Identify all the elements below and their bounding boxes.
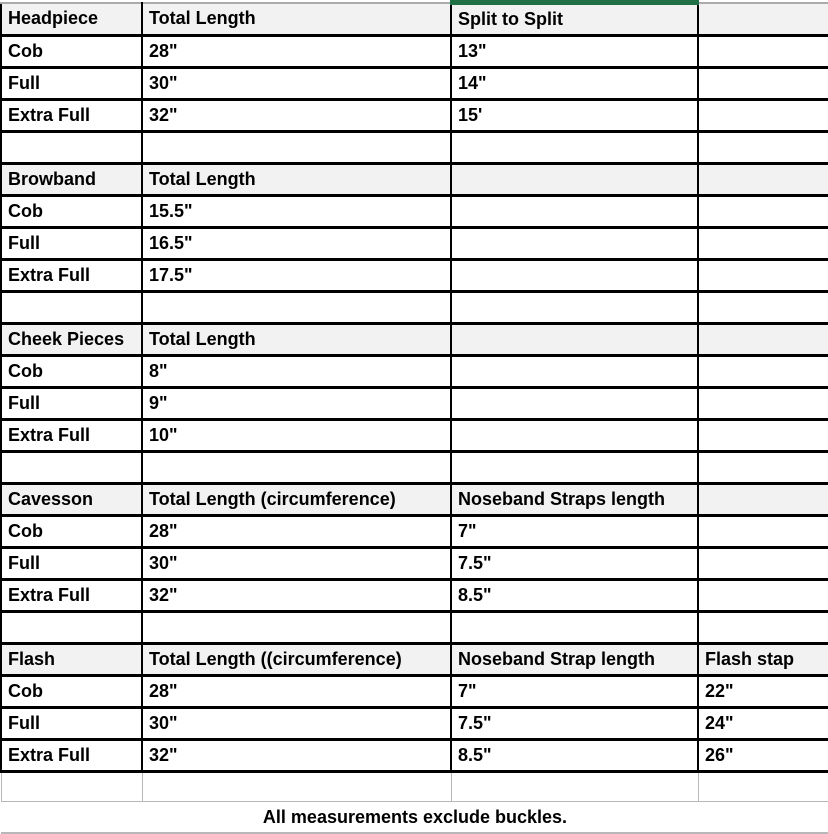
empty-cell[interactable] bbox=[698, 292, 828, 324]
empty-cell[interactable] bbox=[698, 420, 828, 452]
empty-cell[interactable] bbox=[142, 612, 451, 644]
table-row bbox=[1, 740, 828, 772]
measurement-cell[interactable]: 9" bbox=[142, 388, 451, 420]
empty-cell[interactable] bbox=[451, 612, 698, 644]
empty-cell[interactable] bbox=[451, 132, 698, 164]
measurement-cell[interactable]: 16.5" bbox=[142, 228, 451, 260]
measurement-cell[interactable]: 8.5" bbox=[451, 580, 698, 612]
size-label-cell[interactable]: Cob bbox=[1, 36, 142, 68]
table-row bbox=[1, 388, 828, 420]
empty-cell[interactable] bbox=[451, 324, 698, 356]
measurement-cell[interactable]: 10" bbox=[142, 420, 451, 452]
measurement-cell[interactable]: 7" bbox=[451, 676, 698, 708]
size-label-cell[interactable]: Full bbox=[1, 388, 142, 420]
measurement-cell[interactable]: 26" bbox=[698, 740, 828, 772]
measurement-cell[interactable]: 22" bbox=[698, 676, 828, 708]
empty-cell[interactable] bbox=[1, 452, 142, 484]
empty-cell[interactable] bbox=[451, 292, 698, 324]
spacer-row bbox=[1, 772, 828, 802]
measurement-cell[interactable]: 15.5" bbox=[142, 196, 451, 228]
empty-cell[interactable] bbox=[698, 3, 828, 36]
size-label-cell[interactable]: Cob bbox=[1, 676, 142, 708]
size-label-cell[interactable]: Full bbox=[1, 548, 142, 580]
table-row bbox=[1, 580, 828, 612]
header-cell[interactable]: Total Length bbox=[142, 3, 451, 36]
spacer-row bbox=[1, 292, 828, 324]
size-label-cell[interactable]: Cob bbox=[1, 516, 142, 548]
empty-cell[interactable] bbox=[698, 356, 828, 388]
measurement-cell[interactable]: 24" bbox=[698, 708, 828, 740]
empty-cell[interactable] bbox=[1, 132, 142, 164]
empty-cell[interactable] bbox=[698, 196, 828, 228]
empty-cell[interactable] bbox=[1, 772, 142, 802]
table-row bbox=[1, 548, 828, 580]
size-label-cell[interactable]: Extra Full bbox=[1, 100, 142, 132]
measurement-cell[interactable]: 32" bbox=[142, 100, 451, 132]
header-cell[interactable]: Browband bbox=[1, 164, 142, 196]
empty-cell[interactable] bbox=[698, 324, 828, 356]
empty-cell[interactable] bbox=[451, 228, 698, 260]
size-label-cell[interactable]: Extra Full bbox=[1, 420, 142, 452]
header-cell[interactable]: Flash bbox=[1, 644, 142, 676]
header-cell[interactable]: Cheek Pieces bbox=[1, 324, 142, 356]
spacer-row bbox=[1, 612, 828, 644]
empty-cell[interactable] bbox=[698, 164, 828, 196]
size-label-cell[interactable]: Full bbox=[1, 68, 142, 100]
table-row bbox=[1, 100, 828, 132]
empty-cell[interactable] bbox=[698, 388, 828, 420]
table-row bbox=[1, 260, 828, 292]
size-label-cell[interactable]: Full bbox=[1, 228, 142, 260]
header-cell[interactable]: Headpiece bbox=[1, 3, 142, 36]
empty-cell[interactable] bbox=[142, 292, 451, 324]
measurement-cell[interactable]: 7.5" bbox=[451, 548, 698, 580]
browband-header-row bbox=[1, 164, 828, 196]
empty-cell[interactable] bbox=[451, 196, 698, 228]
empty-cell[interactable] bbox=[698, 516, 828, 548]
empty-cell[interactable] bbox=[451, 388, 698, 420]
measurement-cell[interactable]: 30" bbox=[142, 548, 451, 580]
measurement-cell[interactable]: 32" bbox=[142, 580, 451, 612]
empty-cell[interactable] bbox=[698, 580, 828, 612]
table-row bbox=[1, 196, 828, 228]
empty-cell[interactable] bbox=[451, 164, 698, 196]
empty-cell[interactable] bbox=[698, 612, 828, 644]
measurement-cell[interactable]: 28" bbox=[142, 516, 451, 548]
spacer-row bbox=[1, 452, 828, 484]
header-cell[interactable]: Flash stap bbox=[698, 644, 828, 676]
measurement-cell[interactable]: 8.5" bbox=[451, 740, 698, 772]
header-cell[interactable]: Cavesson bbox=[1, 484, 142, 516]
cheek-pieces-header-row bbox=[1, 324, 828, 356]
measurement-cell[interactable]: 14" bbox=[451, 68, 698, 100]
measurement-cell[interactable]: 13" bbox=[451, 36, 698, 68]
empty-cell[interactable] bbox=[451, 420, 698, 452]
measurement-cell[interactable]: 17.5" bbox=[142, 260, 451, 292]
cavesson-header-row bbox=[1, 484, 828, 516]
headpiece-header-row bbox=[1, 3, 828, 36]
empty-cell[interactable] bbox=[142, 772, 451, 802]
empty-cell[interactable] bbox=[698, 452, 828, 484]
empty-cell[interactable] bbox=[698, 228, 828, 260]
empty-cell[interactable] bbox=[698, 132, 828, 164]
empty-cell[interactable] bbox=[698, 484, 828, 516]
spacer-row bbox=[1, 132, 828, 164]
table-row bbox=[1, 228, 828, 260]
size-label-cell[interactable]: Full bbox=[1, 708, 142, 740]
header-cell[interactable]: Noseband Strap length bbox=[451, 644, 698, 676]
table-row bbox=[1, 36, 828, 68]
measurement-cell[interactable]: 8" bbox=[142, 356, 451, 388]
empty-cell[interactable] bbox=[142, 132, 451, 164]
table-row bbox=[1, 356, 828, 388]
empty-cell[interactable] bbox=[698, 260, 828, 292]
empty-cell[interactable] bbox=[451, 772, 698, 802]
table-row bbox=[1, 516, 828, 548]
table-row bbox=[1, 420, 828, 452]
header-cell[interactable]: Total Length bbox=[142, 324, 451, 356]
empty-cell[interactable] bbox=[451, 452, 698, 484]
flash-header-row bbox=[1, 644, 828, 676]
measurement-cell[interactable]: 15' bbox=[451, 100, 698, 132]
table-row bbox=[1, 676, 828, 708]
header-cell[interactable]: Noseband Straps length bbox=[451, 484, 698, 516]
size-label-cell[interactable]: Extra Full bbox=[1, 740, 142, 772]
empty-cell[interactable] bbox=[451, 356, 698, 388]
empty-cell[interactable] bbox=[1, 612, 142, 644]
empty-cell[interactable] bbox=[698, 100, 828, 132]
header-cell[interactable]: Total Length (circumference) bbox=[142, 484, 451, 516]
header-cell-selected[interactable]: Split to Split bbox=[451, 3, 698, 36]
header-cell[interactable]: Total Length bbox=[142, 164, 451, 196]
measurement-cell[interactable]: 30" bbox=[142, 68, 451, 100]
empty-cell[interactable] bbox=[142, 452, 451, 484]
measurement-cell[interactable]: 7" bbox=[451, 516, 698, 548]
size-label-cell[interactable]: Cob bbox=[1, 356, 142, 388]
size-label-cell[interactable]: Cob bbox=[1, 196, 142, 228]
footer-note-row bbox=[1, 802, 828, 834]
empty-cell[interactable] bbox=[698, 548, 828, 580]
empty-cell[interactable] bbox=[698, 36, 828, 68]
measurement-cell[interactable]: 28" bbox=[142, 676, 451, 708]
empty-cell[interactable] bbox=[698, 68, 828, 100]
empty-cell[interactable] bbox=[698, 772, 828, 802]
header-cell[interactable]: Total Length ((circumference) bbox=[142, 644, 451, 676]
measurement-cell[interactable]: 7.5" bbox=[451, 708, 698, 740]
footer-note-cell[interactable]: All measurements exclude buckles. bbox=[1, 802, 828, 834]
size-label-cell[interactable]: Extra Full bbox=[1, 260, 142, 292]
table-row bbox=[1, 68, 828, 100]
measurement-cell[interactable]: 32" bbox=[142, 740, 451, 772]
table-row bbox=[1, 708, 828, 740]
empty-cell[interactable] bbox=[1, 292, 142, 324]
measurement-cell[interactable]: 28" bbox=[142, 36, 451, 68]
empty-cell[interactable] bbox=[451, 260, 698, 292]
size-label-cell[interactable]: Extra Full bbox=[1, 580, 142, 612]
measurement-cell[interactable]: 30" bbox=[142, 708, 451, 740]
